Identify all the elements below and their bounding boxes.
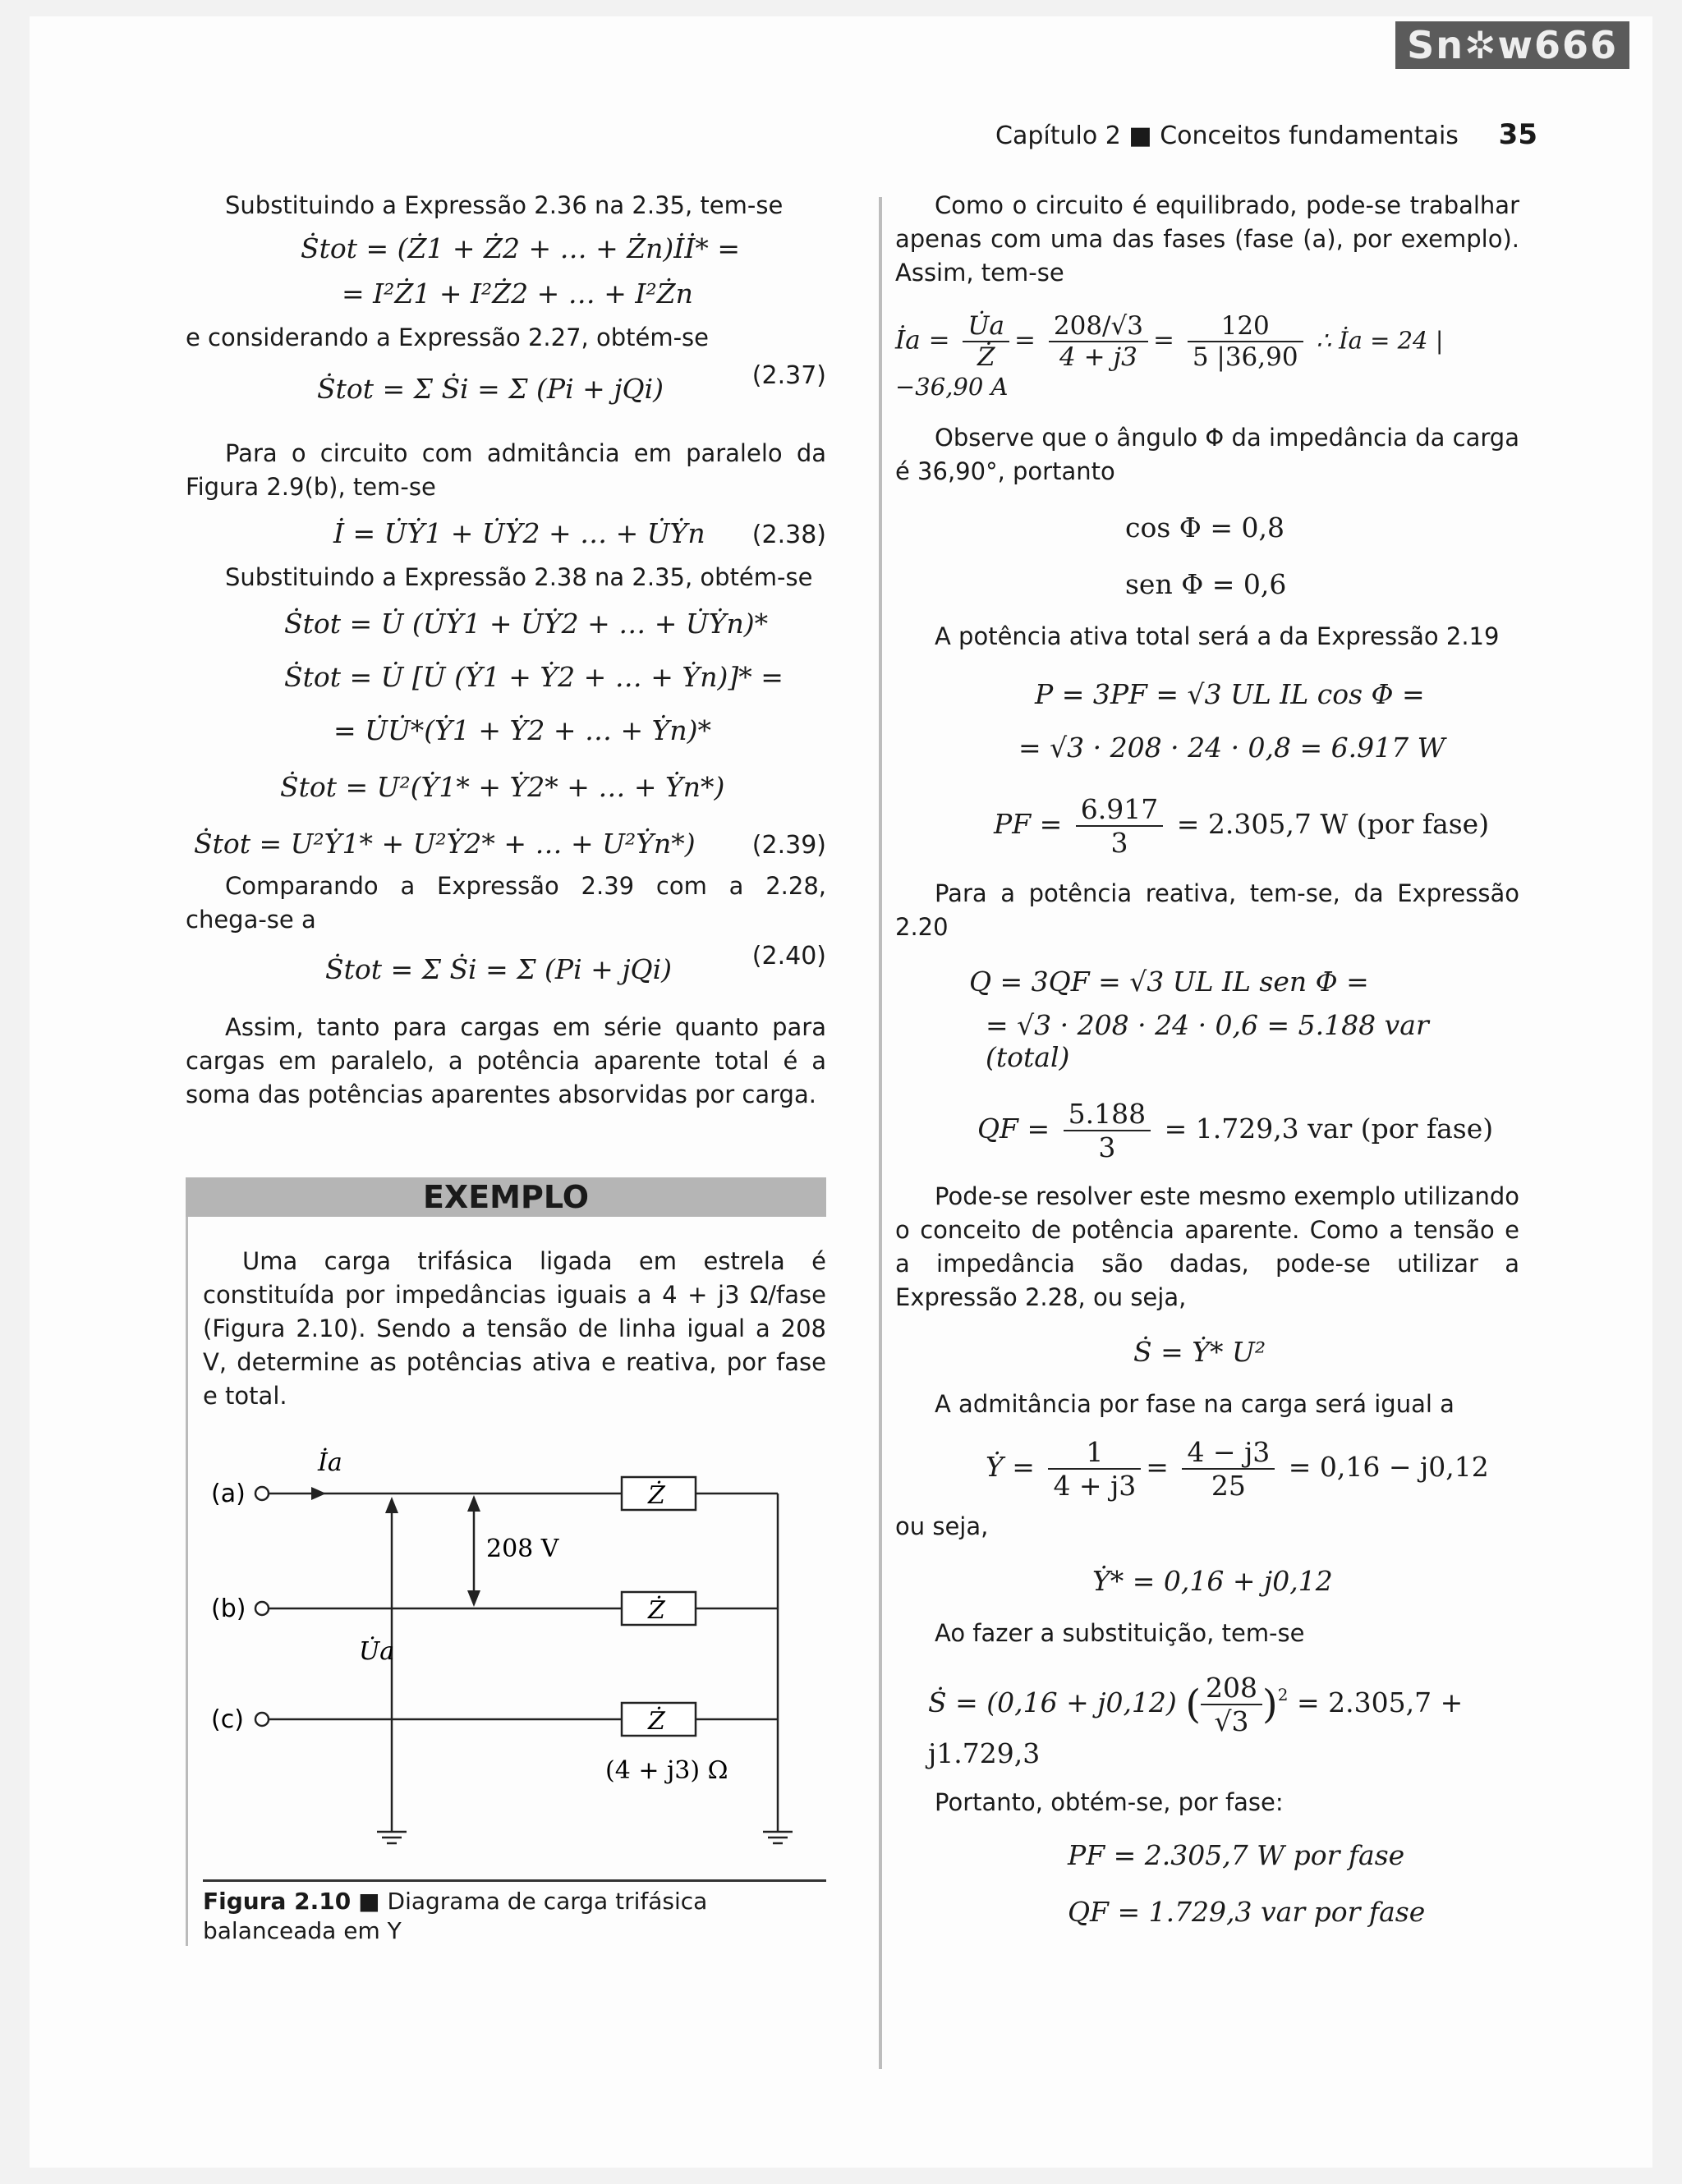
current-arrow xyxy=(311,1487,326,1500)
fraction: $\frac{208}{√3}$ xyxy=(1201,1672,1262,1737)
fraction: $\frac{208/√3}{4 + j3}$ xyxy=(1049,311,1148,372)
result-reactive-power: QF = 1.729,3 var por fase xyxy=(1068,1896,1426,1928)
equation: Q = 3QF = √3 UL IL sen Φ = xyxy=(969,966,1369,998)
equation-body: Ṡtot = Σ Ṡi = Σ (Pi + jQi) xyxy=(325,953,673,985)
label-a: (a) xyxy=(211,1480,246,1508)
watermark-logo: Sn✲w666 xyxy=(1395,21,1629,69)
equation: Ṡtot = U̇ (U̇Ẏ1 + U̇Ẏ2 + … + U̇Ẏn)* xyxy=(284,608,769,640)
label-b: (b) xyxy=(211,1594,246,1623)
equation: Ṡtot = U̇ [U̇ (Ẏ1 + Ẏ2 + … + Ẏn)]* = xyxy=(284,661,784,693)
left-column xyxy=(186,189,826,1946)
example-title: EXEMPLO xyxy=(422,1179,590,1215)
paragraph: Substituindo a Expressão 2.36 na 2.35, tem-se xyxy=(225,191,784,219)
fraction: $\frac{1}{4 + j3}$ xyxy=(1048,1436,1141,1502)
equation-sen: sen Φ = 0,6 xyxy=(1125,568,1287,600)
paragraph: Substituindo a Expressão 2.38 na 2.35, obtém-se xyxy=(225,563,813,591)
example-body xyxy=(186,1217,826,1946)
paragraph: Pode-se resolver este mesmo exemplo utilizando o conceito de potência aparente. Como a tensão e a impedância são dadas, pode-se utilizar a Expressão 2.28, ou seja, xyxy=(895,1182,1519,1311)
equation: = I²Ż1 + I²Ż2 + … + I²Żn xyxy=(342,278,693,310)
equation-2-40 xyxy=(186,942,826,1011)
column-divider xyxy=(879,197,882,2069)
equation-body: Ṡtot = U²Ẏ1* + U²Ẏ2* + … + U²Ẏn*) xyxy=(194,828,696,860)
label-c: (c) xyxy=(211,1705,244,1734)
equation-apparent-power: Ṡ = Ẏ* U² xyxy=(1133,1336,1266,1368)
equation-2-38 xyxy=(186,517,826,549)
paragraph: Para a potência reativa, tem-se, da Expressão 2.20 xyxy=(895,879,1519,941)
ground-icon xyxy=(377,1832,407,1843)
equation: P = 3PF = √3 UL IL cos Φ = xyxy=(1035,678,1425,710)
right-column xyxy=(895,189,1519,1928)
equation-cos: cos Φ = 0,8 xyxy=(1125,512,1284,544)
equation-body: İ = U̇Ẏ1 + U̇Ẏ2 + … + U̇Ẏn xyxy=(333,517,705,549)
paragraph: A potência ativa total será a da Expressão 2.19 xyxy=(935,622,1500,650)
fraction: $\frac{U̇a}{Ż}$ xyxy=(963,311,1009,372)
paragraph: Assim, tanto para cargas em série quanto para cargas em paralelo, a potência aparente total é a soma das potências aparentes absorvidas por carga. xyxy=(186,1013,826,1108)
three-phase-circuit-diagram xyxy=(203,1446,827,1873)
equation-2-37 xyxy=(186,361,826,430)
current-label: İa xyxy=(318,1448,342,1477)
result-active-power: PF = 2.305,7 W por fase xyxy=(1068,1839,1405,1871)
caption-text: ■ Diagrama de carga trifásica balanceada em Y xyxy=(203,1888,708,1944)
paragraph: A admitância por fase na carga será igual a xyxy=(935,1390,1455,1418)
impedance-label: Ż xyxy=(648,1707,665,1736)
fraction: $\frac{120}{5 |36,90}$ xyxy=(1188,311,1303,372)
equation-number: (2.39) xyxy=(751,831,826,860)
equation-pf: PF = $\frac{6.917}{3}$ = 2.305,7 W (por fase) xyxy=(994,793,1490,859)
paragraph: Portanto, obtém-se, por fase: xyxy=(935,1788,1284,1816)
figure-caption xyxy=(203,1879,826,1946)
impedance-value: (4 + j3) Ω xyxy=(605,1756,728,1785)
terminal-c xyxy=(255,1713,269,1726)
line-voltage-label: 208 V xyxy=(486,1535,559,1563)
fraction: $\frac{6.917}{3}$ xyxy=(1076,793,1163,859)
paragraph: Comparando a Expressão 2.39 com a 2.28, chega-se a xyxy=(186,872,826,934)
equation-number: (2.38) xyxy=(751,521,826,549)
ground-icon xyxy=(763,1832,793,1843)
caption-label: Figura 2.10 xyxy=(203,1888,352,1915)
paragraph: Como o circuito é equilibrado, pode-se trabalhar apenas com uma das fases (fase (a), por exemplo). Assim, tem-se xyxy=(895,191,1519,287)
paragraph: Ao fazer a substituição, tem-se xyxy=(935,1619,1305,1647)
paragraph: Observe que o ângulo Φ da impedância da carga é 36,90°, portanto xyxy=(895,424,1519,485)
equation-admittance: Ẏ = $\frac{1}{4 + j3}$ = $\frac{4 - j3}{25}$ = 0,16 − j0,12 xyxy=(986,1436,1489,1502)
equation-number: (2.40) xyxy=(751,942,826,970)
equation: Ṡtot = U²(Ẏ1* + Ẏ2* + … + Ẏn*) xyxy=(280,771,725,803)
eq-result: ∴ İa = 24 |−36,90 A xyxy=(895,326,1444,401)
equation: = √3 · 208 · 24 · 0,6 = 5.188 var (total) xyxy=(986,1009,1429,1073)
equation: Ṡtot = (Ż1 + Ż2 + … + Żn)İİ* = xyxy=(301,232,741,264)
equation-qf: QF = $\frac{5.188}{3}$ = 1.729,3 var (por fase) xyxy=(977,1098,1494,1163)
equation-conjugate: Ẏ* = 0,16 + j0,12 xyxy=(1092,1565,1333,1597)
paragraph: ou seja, xyxy=(895,1512,989,1540)
example-header xyxy=(186,1177,826,1217)
terminal-b xyxy=(255,1602,269,1615)
eq-lhs: İa = xyxy=(895,325,950,356)
phase-voltage-label: U̇a xyxy=(359,1637,395,1666)
equation-2-39 xyxy=(186,828,826,860)
equation-number: (2.37) xyxy=(751,361,826,390)
impedance-label: Ż xyxy=(648,1596,665,1625)
example-section xyxy=(186,1177,826,1946)
equation-substitution: Ṡ = (0,16 + j0,12) ( $\frac{208}{√3}$ )$^2$ = 2.305,7 + j1.729,3 xyxy=(928,1672,1464,1769)
paragraph: Para o circuito com admitância em paralelo da Figura 2.9(b), tem-se xyxy=(186,439,826,501)
equation-body: Ṡtot = Σ Ṡi = Σ (Pi + jQi) xyxy=(317,373,664,405)
chapter-title: Capítulo 2 ■ Conceitos fundamentais xyxy=(995,122,1459,150)
equation: = U̇U̇*(Ẏ1 + Ẏ2 + … + Ẏn)* xyxy=(333,714,712,746)
terminal-a xyxy=(255,1487,269,1500)
example-statement: Uma carga trifásica ligada em estrela é constituída por impedâncias iguais a 4 + j3 Ω/fase (Figura 2.10). Sendo a tensão de linha igual a 208 V, determine as potências ativa e reativa, por fase e total. xyxy=(203,1247,826,1410)
fraction: $\frac{4 - j3}{25}$ xyxy=(1182,1436,1275,1502)
equation: = √3 · 208 · 24 · 0,8 = 6.917 W xyxy=(1018,732,1445,764)
paragraph: e considerando a Expressão 2.27, obtém-se xyxy=(186,323,709,351)
impedance-label: Ż xyxy=(648,1481,665,1510)
page-number: 35 xyxy=(1498,118,1537,151)
equation-current: İa = $\frac{U̇a}{Ż}$ = $\frac{208/√3}{4 + j3}$ = $\frac{120}{5 |36,90}$ ∴ İa = 24 |−36,90 A xyxy=(895,311,1444,401)
fraction: $\frac{5.188}{3}$ xyxy=(1064,1098,1151,1163)
